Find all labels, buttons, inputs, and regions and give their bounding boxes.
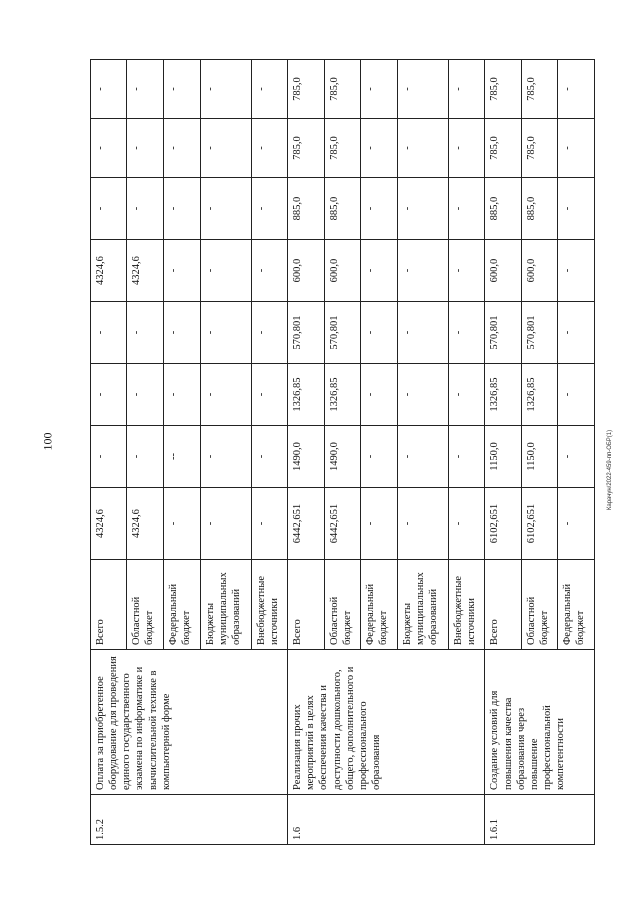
funding-source: Федеральный бюджет [361,560,398,650]
amount-cell: 600,0 [485,240,521,302]
amount-cell: 785,0 [288,60,324,119]
amount-cell: 1490,0 [324,426,361,488]
table-row [485,60,521,845]
amount-cell: - [163,240,200,302]
amount-cell: - [448,119,485,178]
amount-cell: - [361,364,398,426]
amount-cell: - [163,178,200,240]
amount-cell: - [127,364,164,426]
funding-source: Бюджеты муниципальных образований [397,560,448,650]
amount-cell: - [397,178,448,240]
table-frame [90,60,595,845]
amount-cell: - [397,426,448,488]
amount-cell: 785,0 [324,119,361,178]
amount-cell: - [127,178,164,240]
funding-source: Внебюджетные источники [448,560,485,650]
table-row [91,60,127,845]
amount-cell: - [200,178,251,240]
amount-cell: - [251,240,288,302]
amount-cell: 1326,85 [521,364,558,426]
amount-cell: - [200,488,251,560]
amount-cell: - [558,119,595,178]
amount-cell: - [127,426,164,488]
amount-cell: - [397,240,448,302]
amount-cell: - [558,426,595,488]
amount-cell: 6442,651 [324,488,361,560]
amount-cell: - [251,364,288,426]
funding-source: Всего [485,560,521,650]
amount-cell: - [163,488,200,560]
amount-cell: 1326,85 [288,364,324,426]
amount-cell: - [163,364,200,426]
amount-cell: 785,0 [521,60,558,119]
amount-cell: - [558,178,595,240]
amount-cell: 4324,6 [91,488,127,560]
page-number: 100 [40,432,55,451]
amount-cell: - [200,119,251,178]
amount-cell: 570,801 [521,302,558,364]
amount-cell: - [91,426,127,488]
amount-cell: - [361,178,398,240]
amount-cell: 4324,6 [91,240,127,302]
footer-code-text: Карачун/2022-459-пп-ОБР(1) [607,429,613,511]
amount-cell: 570,801 [288,302,324,364]
amount-cell: - [558,240,595,302]
amount-cell: - [127,302,164,364]
amount-cell: 600,0 [288,240,324,302]
amount-cell: 4324,6 [127,240,164,302]
amount-cell: 785,0 [521,119,558,178]
amount-cell: - [200,302,251,364]
amount-cell: - [397,488,448,560]
amount-cell: 785,0 [485,60,521,119]
funding-source: Внебюджетные источники [251,560,288,650]
item-name: Оплата за приобретенное оборудование для проведения единого государственного экзамена по информатике и вычислительной технике в компьютерной форме [91,650,288,795]
amount-cell: 885,0 [521,178,558,240]
amount-cell: 1150,0 [521,426,558,488]
amount-cell: - [448,488,485,560]
funding-source: Всего [91,560,127,650]
amount-cell: - [200,240,251,302]
funding-source: Бюджеты муниципальных образований [200,560,251,650]
amount-cell: - [448,178,485,240]
amount-cell: - [448,426,485,488]
amount-cell: - [127,119,164,178]
amount-cell: - [163,302,200,364]
item-name: Реализация прочих мероприятий в целях обеспечения качества и доступности дошкольного, общего, дополнительного и профессионального образования [288,650,485,795]
amount-cell: - [361,240,398,302]
amount-cell: - [251,302,288,364]
amount-cell: - [91,119,127,178]
amount-cell: 570,801 [324,302,361,364]
funding-source: Областной бюджет [521,560,558,650]
amount-cell: - [127,60,164,119]
amount-cell: 885,0 [288,178,324,240]
amount-cell: - [163,119,200,178]
amount-cell: - [397,60,448,119]
amount-cell: 570,801 [485,302,521,364]
amount-cell: - [91,178,127,240]
amount-cell: - [558,60,595,119]
amount-cell: 885,0 [324,178,361,240]
funding-source: Федеральный бюджет [558,560,595,650]
amount-cell: - [361,302,398,364]
amount-cell: - [200,426,251,488]
amount-cell: - [251,178,288,240]
amount-cell: - [558,364,595,426]
amount-cell: - [448,240,485,302]
amount-cell: - [448,364,485,426]
item-number: 1.6.1 [485,795,595,845]
amount-cell: - [91,364,127,426]
amount-cell: - [397,119,448,178]
amount-cell: - [251,488,288,560]
amount-cell: - [251,60,288,119]
amount-cell: 1150,0 [485,426,521,488]
amount-cell: - [397,302,448,364]
amount-cell: 1326,85 [485,364,521,426]
amount-cell: -- [163,426,200,488]
amount-cell: - [200,60,251,119]
amount-cell: 600,0 [521,240,558,302]
funding-source: Федеральный бюджет [163,560,200,650]
amount-cell: - [558,488,595,560]
amount-cell: - [448,60,485,119]
amount-cell: - [361,488,398,560]
amount-cell: 6442,651 [288,488,324,560]
amount-cell: 885,0 [485,178,521,240]
footer-code [604,120,616,820]
budget-table [90,59,595,845]
amount-cell: 785,0 [324,60,361,119]
funding-source: Всего [288,560,324,650]
amount-cell: 6102,651 [521,488,558,560]
item-name: Создание условий для повышения качества образования через повышение профессиональной компетентности [485,650,595,795]
amount-cell: - [251,119,288,178]
amount-cell: - [200,364,251,426]
amount-cell: 785,0 [288,119,324,178]
item-number: 1.6 [288,795,485,845]
amount-cell: - [558,302,595,364]
table-row [288,60,324,845]
amount-cell: - [251,426,288,488]
amount-cell: 4324,6 [127,488,164,560]
amount-cell: 785,0 [485,119,521,178]
amount-cell: 600,0 [324,240,361,302]
item-number: 1.5.2 [91,795,288,845]
funding-source: Областной бюджет [127,560,164,650]
amount-cell: - [163,60,200,119]
funding-source: Областной бюджет [324,560,361,650]
amount-cell: 1326,85 [324,364,361,426]
amount-cell: - [448,302,485,364]
amount-cell: - [361,426,398,488]
amount-cell: - [397,364,448,426]
amount-cell: 6102,651 [485,488,521,560]
amount-cell: - [91,302,127,364]
amount-cell: - [91,60,127,119]
amount-cell: - [361,60,398,119]
amount-cell: - [361,119,398,178]
amount-cell: 1490,0 [288,426,324,488]
